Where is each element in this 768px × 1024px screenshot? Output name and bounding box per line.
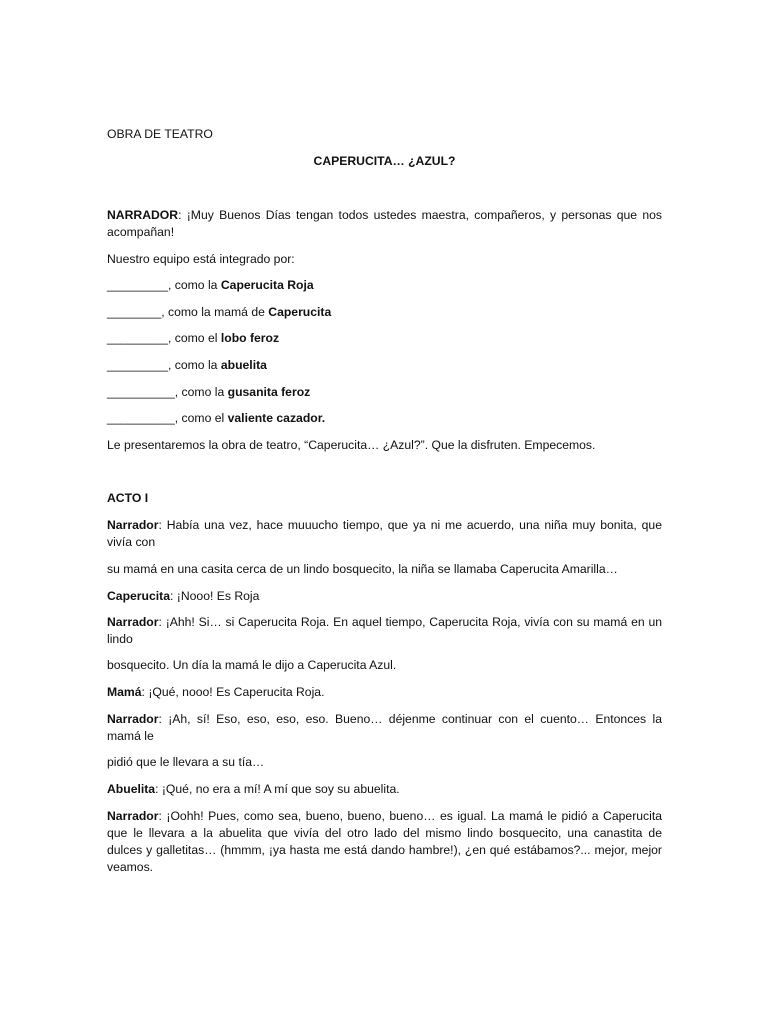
dialogue-line: Narrador: ¡Ah, sí! Eso, eso, eso, eso. Bueno… déjenme continuar con el cuento… Entonces la [107, 712, 662, 726]
dialogue-line-cont: dulces y galletitas… (hmmm, ¡ya hasta me está dando hambre!), ¿en qué estábamos?... mejor, mejor [107, 843, 662, 857]
dialogue-line-cont: lindo [107, 632, 133, 646]
team-line: Nuestro equipo está integrado por: [107, 252, 295, 266]
speaker-label: Mamá [107, 685, 142, 699]
dialogue-line: Narrador: ¡Ahh! Si… si Caperucita Roja. En aquel tiempo, Caperucita Roja, vivía con su mamá en un [107, 615, 662, 629]
speaker-label: Narrador [107, 712, 159, 726]
dialogue-line: Abuelita: ¡Qué, no era a mí! A mí que soy su abuelita. [107, 782, 400, 796]
document-header: OBRA DE TEATRO [107, 127, 213, 141]
cast-line: __________, como el valiente cazador. [107, 411, 326, 425]
speaker-label: Narrador [107, 615, 159, 629]
cast-line: _________, como la Caperucita Roja [107, 278, 314, 292]
cast-line: __________, como la gusanita feroz [107, 385, 311, 399]
speaker-label: Narrador [107, 809, 159, 823]
dialogue-line-cont: veamos. [107, 860, 154, 874]
presentation-line: Le presentaremos la obra de teatro, “Caperucita… ¿Azul?”. Que la disfruten. Empecemos. [107, 438, 596, 452]
cast-line: _________, como la abuelita [107, 358, 267, 372]
dialogue-line: pidió que le llevara a su tía… [107, 755, 265, 769]
speaker-label: NARRADOR [107, 208, 179, 222]
dialogue-line: Narrador: ¡Oohh! Pues, como sea, bueno, bueno, bueno… es igual. La mamá le pidió a Caperucita [107, 809, 662, 823]
narrador-intro-line-1: NARRADOR: ¡Muy Buenos Días tengan todos ustedes maestra, compañeros, y personas que nos [107, 208, 662, 222]
speaker-label: Narrador [107, 518, 159, 532]
cast-line: _________, como el lobo feroz [107, 331, 280, 345]
cast-line: ________, como la mamá de Caperucita [107, 305, 332, 319]
play-title: CAPERUCITA… ¿AZUL? [313, 154, 456, 168]
narrador-intro-line-2: acompañan! [107, 225, 175, 239]
speaker-label: Abuelita [107, 782, 156, 796]
speaker-label: Caperucita [107, 589, 170, 603]
dialogue-line: bosquecito. Un día la mamá le dijo a Caperucita Azul. [107, 658, 397, 672]
dialogue-line-cont: vivía con [107, 535, 156, 549]
dialogue-line: Narrador: Había una vez, hace muuucho tiempo, que ya ni me acuerdo, una niña muy bonita, que [107, 518, 662, 532]
dialogue-line: Mamá: ¡Qué, nooo! Es Caperucita Roja. [107, 685, 325, 699]
act-heading: ACTO I [107, 491, 149, 505]
dialogue-line-cont: que le llevara a la abuelita que vivía del otro lado del mismo lindo bosquecito, una canastita de [107, 826, 662, 840]
dialogue-line: Caperucita: ¡Nooo! Es Roja [107, 589, 260, 603]
dialogue-line-cont: mamá le [107, 729, 154, 743]
dialogue-line: su mamá en una casita cerca de un lindo bosquecito, la niña se llamaba Caperucita Amarilla… [107, 562, 618, 576]
